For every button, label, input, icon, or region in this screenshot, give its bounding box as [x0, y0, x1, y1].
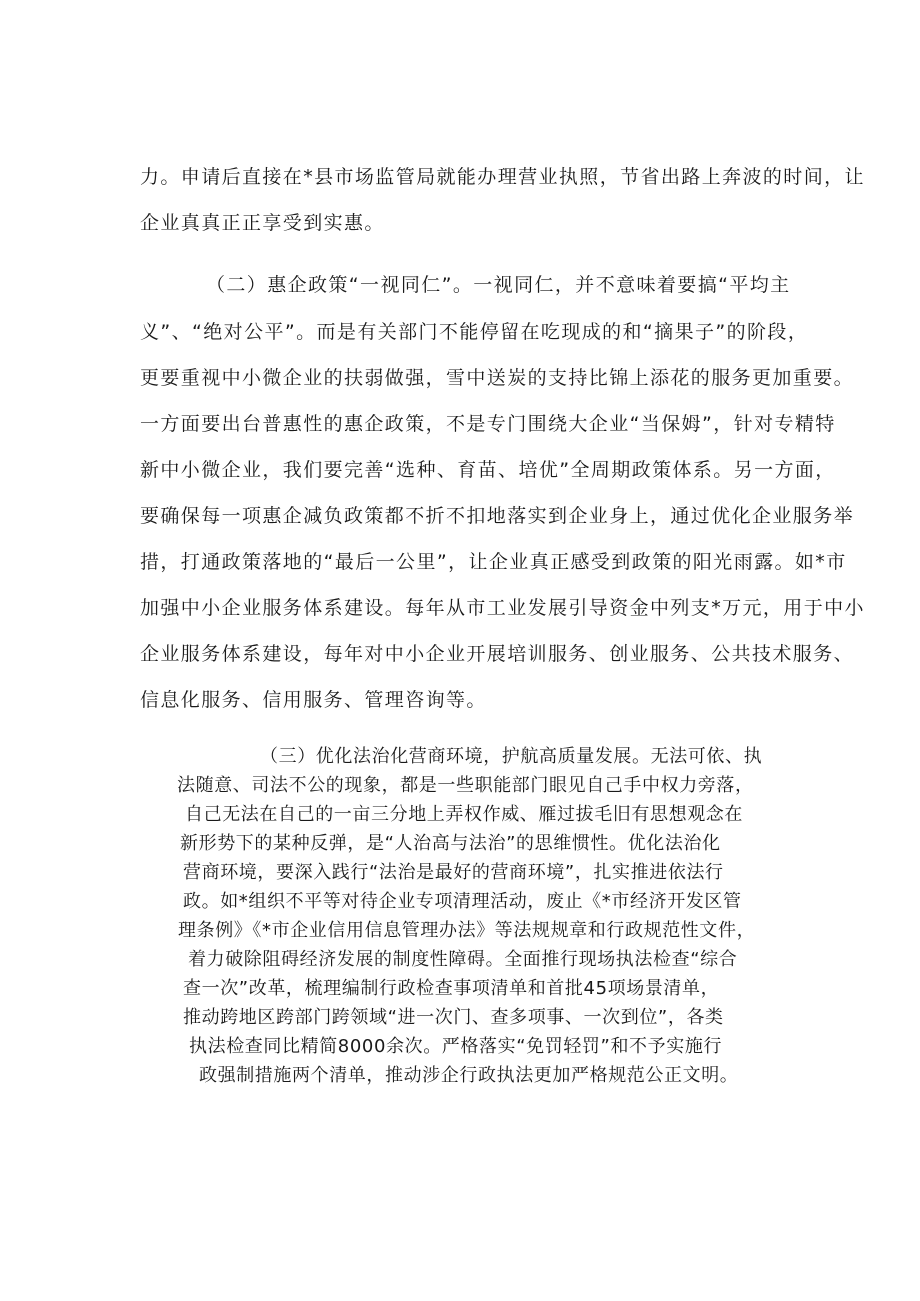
text-line: 推动跨地区跨部门跨领域“进一次门、查多项事、一次到位”，各类: [183, 1007, 724, 1028]
text-line: 政。如*组织不平等对待企业专项清理活动，废止《*市经济开发区管: [183, 891, 742, 912]
text-line: 一方面要出台普惠性的惠企政策，不是专门围绕大企业“当保姆”，针对专精特: [140, 413, 836, 435]
text-line: 新形势下的某种反弹，是“人治高与法治”的思维惯性。优化法治化: [180, 833, 721, 854]
text-line: 措，打通政策落地的“最后一公里”，让企业真正感受到政策的阳光雨露。如*市: [140, 551, 847, 573]
text-line: （二）惠企政策“一视同仁”。一视同仁，并不意味着要搞“平均主: [206, 274, 791, 296]
text-line: 加强中小企业服务体系建设。每年从市工业发展引导资金中列支*万元，用于中小: [140, 597, 865, 619]
text-line: 信息化服务、信用服务、管理咨询等。: [140, 689, 487, 711]
text-line: 义”、“绝对公平”。而是有关部门不能停留在吃现成的和“摘果子”的阶段，: [140, 321, 809, 343]
text-line: 政强制措施两个清单，推动涉企行政执法更加严格规范公正文明。: [199, 1065, 739, 1086]
text-line: （三）优化法治化营商环境，护航高质量发展。无法可依、执: [260, 746, 763, 767]
text-line: 查一次”改革，梳理编制行政检查事项清单和首批45项场景清单，: [183, 978, 720, 999]
text-line: 营商环境，要深入践行“法治是最好的营商环境”，扎实推进依法行: [183, 862, 724, 883]
text-line: 着力破除阻碍经济发展的制度性障碍。全面推行现场执法检查“综合: [188, 949, 738, 970]
text-line: 自己无法在自己的一亩三分地上弄权作威、雁过拔毛旧有思想观念在: [185, 804, 743, 825]
text-line: 更要重视中小微企业的扶弱做强，雪中送炭的支持比锦上添花的服务更加重要。: [140, 367, 855, 389]
text-line: 执法检查同比精简8000余次。严格落实“免罚轻罚”和不予实施行: [189, 1036, 723, 1057]
text-line: 新中小微企业，我们要完善“选种、育苗、培优”全周期政策体系。另一方面，: [140, 459, 836, 481]
text-line: 要确保每一项惠企减负政策都不折不扣地落实到企业身上，通过优化企业服务举: [140, 505, 855, 527]
text-line: 力。申请后直接在*县市场监管局就能办理营业执照，节省出路上奔波的时间，让: [140, 166, 865, 188]
text-line: 企业服务体系建设，每年对中小企业开展培训服务、创业服务、公共技术服务、: [140, 643, 855, 665]
text-line: 理条例》《*市企业信用信息管理办法》等法规规章和行政规范性文件，: [178, 920, 756, 941]
text-line: 法随意、司法不公的现象，都是一些职能部门眼见自己手中权力旁落，: [177, 775, 754, 796]
text-line: 企业真真正正享受到实惠。: [140, 212, 385, 234]
